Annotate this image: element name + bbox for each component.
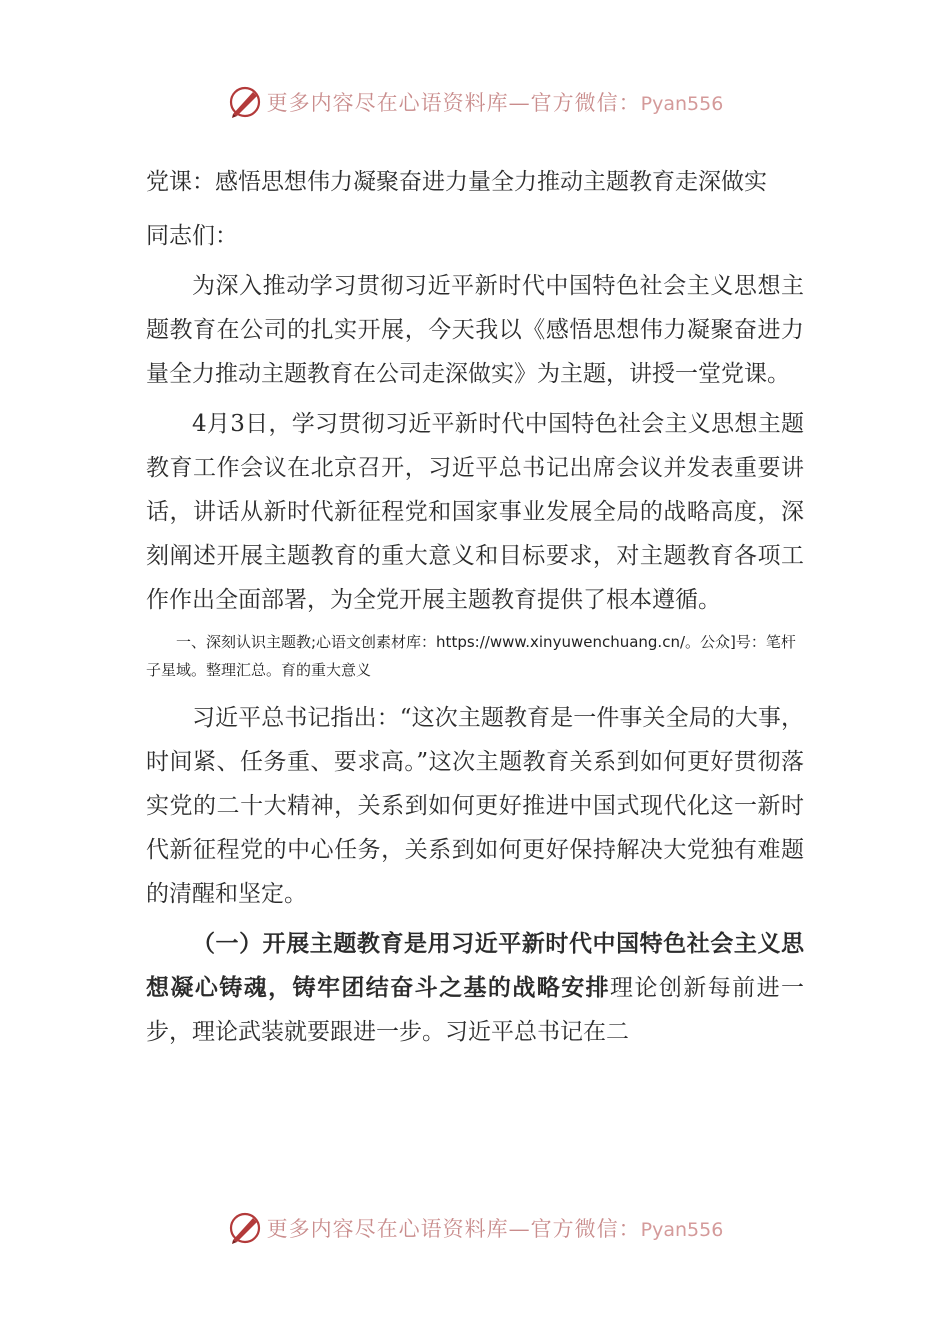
pen-logo-icon [227, 84, 263, 120]
salutation: 同志们： [146, 223, 238, 249]
footer-banner [0, 1206, 950, 1250]
header-banner [0, 80, 950, 124]
pen-logo-icon [227, 1210, 263, 1246]
document-title: 党课：感悟思想伟力凝聚奋进力量全力推动主题教育走深做实 [146, 169, 767, 195]
subsection-heading: （一）开展主题教育是用习近平新时代中国特色社会主义思想凝心铸魂，铸牢团结奋斗之基的战略安排 [146, 930, 804, 1001]
document-body [146, 160, 804, 1060]
paragraph: 为深入推动学习贯彻习近平新时代中国特色社会主义思想主题教育在公司的扎实开展，今天我以《感悟思想伟力凝聚奋进力量全力推动主题教育在公司走深做实》为主题，讲授一堂党课。 [146, 273, 804, 387]
banner-text: 更多内容尽在心语资料库—官方微信：Pyan556 [266, 91, 724, 115]
paragraph-text: 理论创新每前进一步，理论武装就要跟进一步。习近平总书记在二 [146, 975, 805, 1045]
wechat-id: Pyan556 [640, 93, 724, 115]
paragraph: 习近平总书记指出：“这次主题教育是一件事关全局的大事，时间紧、任务重、要求高。”这次主题教育关系到如何更好贯彻落实党的二十大精神，关系到如何更好推进中国式现代化这一新时代新征程党的中心任务，关系到如何更好保持解决大党独有难题的清醒和坚定。 [146, 705, 804, 907]
wechat-id: Pyan556 [640, 1219, 724, 1241]
section-heading: 一、深刻认识主题教;心语文创素材库：https://www.xinyuwenchuang.cn/。公众]号：笔杆子星域。整理汇总。育的重大意义 [146, 633, 796, 679]
paragraph: 4月3日，学习贯彻习近平新时代中国特色社会主义思想主题教育工作会议在北京召开，习近平总书记出席会议并发表重要讲话，讲话从新时代新征程党和国家事业发展全局的战略高度，深刻阐述开展主题教育的重大意义和目标要求，对主题教育各项工作作出全面部署，为全党开展主题教育提供了根本遵循。 [146, 411, 804, 613]
banner-text: 更多内容尽在心语资料库—官方微信：Pyan556 [266, 1217, 724, 1241]
paragraph [146, 922, 804, 1054]
